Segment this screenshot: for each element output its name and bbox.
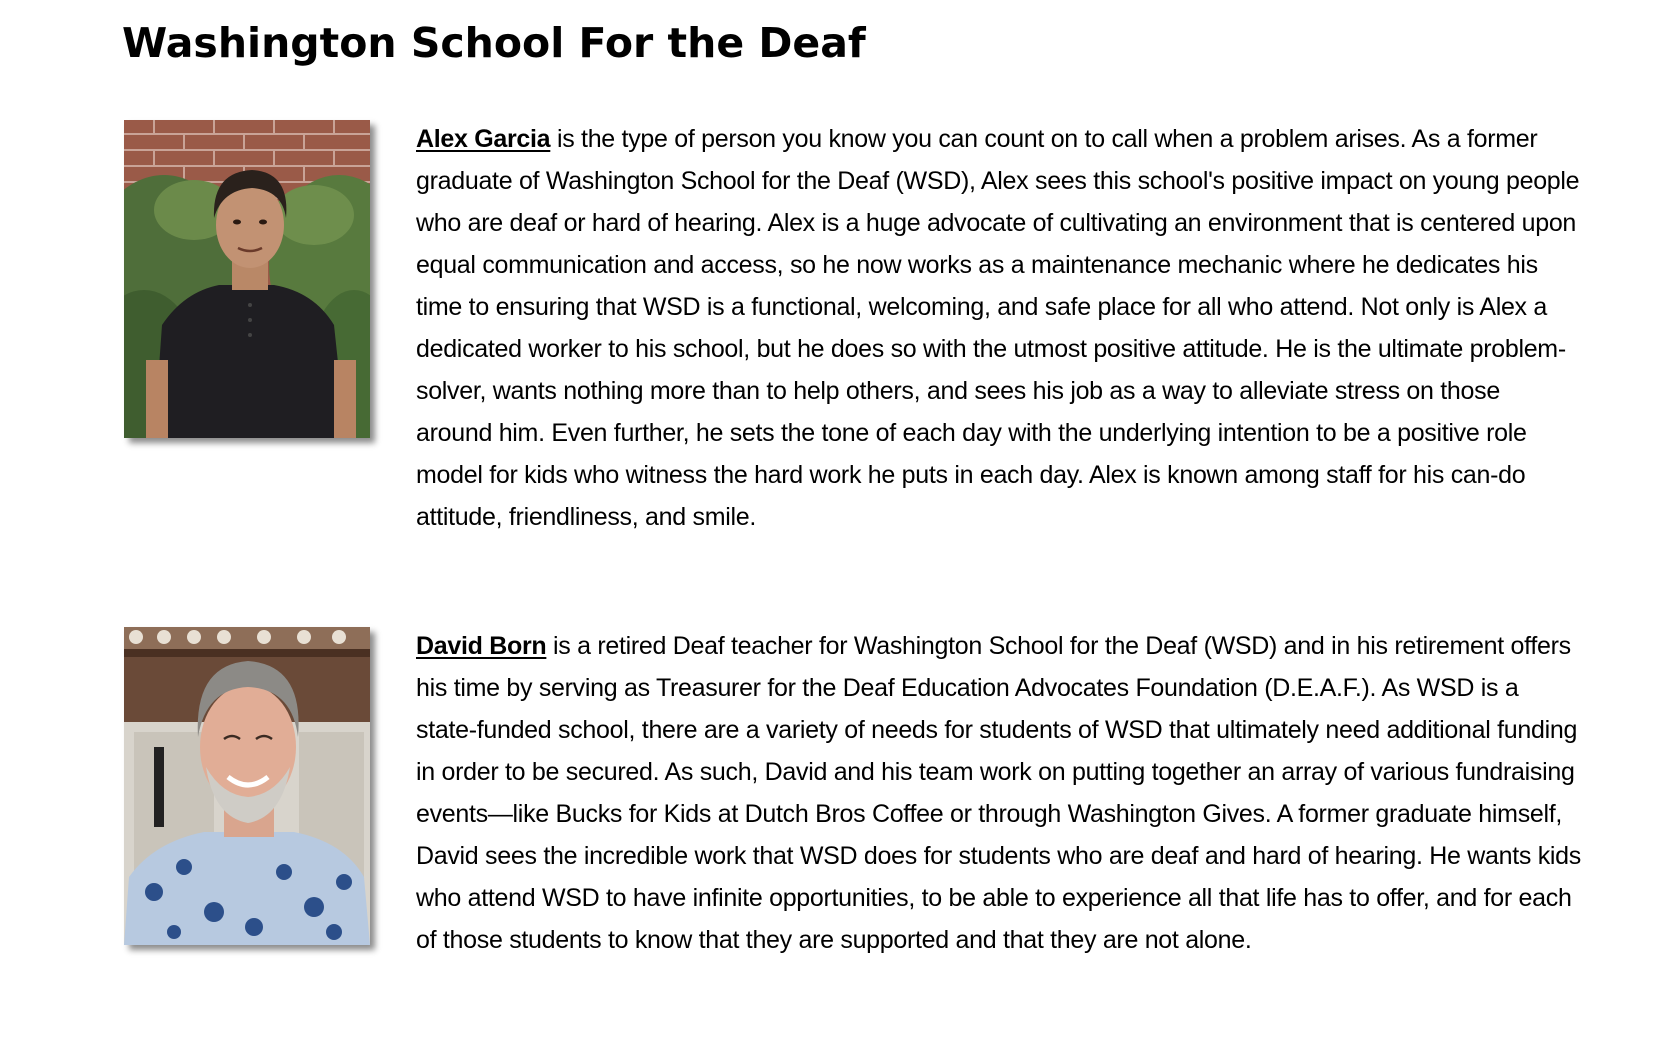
profile-bio-text-david-born: is a retired Deaf teacher for Washington School for the Deaf (WSD) and in his retirement offers his time by serving as Treasurer for the Deaf Education Advocates Foundation (D.E.A.F.). As WSD is a state-funded school, there are a variety of needs for students of WSD that ultimately need additional funding in order to be secured. As such, David and his team work on putting together an array of various fundraising events—like Bucks for Kids at Dutch Bros Coffee or through Washington Gives. A former graduate himself, David sees the incredible work that WSD does for students who are deaf and hard of hearing. He wants kids who attend WSD to have infinite opportunities, to be able to experience all that life has to offer, and for each of those students to know that they are supported and that they are not alone. xyxy=(416,632,1581,954)
profile-bio-text-alex-garcia: is the type of person you know you can count on to call when a problem arises. As a former graduate of Washington School for the Deaf (WSD), Alex sees this school's positive impact on young people who are deaf or hard of hearing. Alex is a huge advocate of cultivating an environment that is centered upon equal communication and access, so he now works as a maintenance mechanic where he dedicates his time to ensuring that WSD is a functional, welcoming, and safe place for all who attend. Not only is Alex a dedicated worker to his school, but he does so with the utmost positive attitude. He is the ultimate problem-solver, wants nothing more than to help others, and sees his job as a way to alleviate stress on those around him. Even further, he sets the tone of each day with the underlying intention to be a positive role model for kids who witness the hard work he puts in each day. Alex is known among staff for his can-do attitude, friendliness, and smile. xyxy=(416,125,1580,531)
page-title: Washington School For the Deaf xyxy=(122,19,866,67)
profile-name-david-born: David Born xyxy=(416,632,547,660)
profile-photo-david-born xyxy=(124,627,370,945)
profile-photo-alex-garcia xyxy=(124,120,370,438)
profile-bio-david-born xyxy=(416,625,1581,961)
profile-name-alex-garcia: Alex Garcia xyxy=(416,125,551,153)
profile-bio-alex-garcia xyxy=(416,118,1581,538)
